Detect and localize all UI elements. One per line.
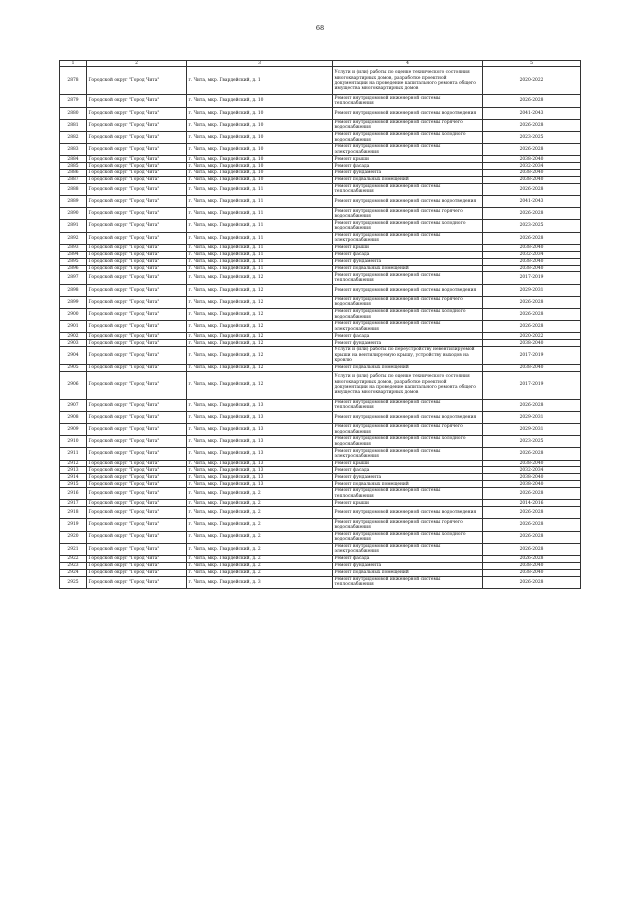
work-type-cell: Ремонт фундамента <box>333 170 483 177</box>
address-cell: г. Чита, мкр. Гвардейский, д. 11 <box>187 183 333 195</box>
municipality-cell: Городской округ "Город Чита" <box>87 340 187 347</box>
period-cell: 2020-2022 <box>483 333 581 340</box>
address-cell: г. Чита, мкр. Гвардейский, д. 12 <box>187 340 333 347</box>
address-cell: г. Чита, мкр. Гвардейский, д. 13 <box>187 474 333 481</box>
address-cell: г. Чита, мкр. Гвардейский, д. 13 <box>187 467 333 474</box>
row-number-cell: 2878 <box>60 67 87 95</box>
period-cell: 2038-2040 <box>483 170 581 177</box>
work-type-cell: Ремонт внутридомовой инженерной системы холодного водоснабжения <box>333 531 483 543</box>
table-row <box>60 371 581 399</box>
work-type-cell: Ремонт фундамента <box>333 340 483 347</box>
municipality-cell: Городской округ "Город Чита" <box>87 576 187 588</box>
row-number-cell: 2907 <box>60 399 87 411</box>
row-number-cell: 2922 <box>60 555 87 562</box>
row-number-cell: 2904 <box>60 347 87 365</box>
municipality-cell: Городской округ "Город Чита" <box>87 460 187 467</box>
period-cell: 2017-2019 <box>483 371 581 399</box>
row-number-cell: 2894 <box>60 251 87 258</box>
period-cell: 2026-2028 <box>483 308 581 320</box>
row-number-cell: 2908 <box>60 411 87 423</box>
municipality-cell: Городской округ "Город Чита" <box>87 208 187 220</box>
address-cell: г. Чита, мкр. Гвардейский, д. 2 <box>187 519 333 531</box>
table-body <box>60 61 581 589</box>
row-number-cell: 2890 <box>60 208 87 220</box>
table-row <box>60 144 581 156</box>
municipality-cell: Городской округ "Город Чита" <box>87 177 187 184</box>
table-row <box>60 208 581 220</box>
work-type-cell: Ремонт подвальных помещений <box>333 364 483 371</box>
work-type-cell: Ремонт крыши <box>333 244 483 251</box>
work-type-cell: Ремонт внутридомовой инженерной системы холодного водоснабжения <box>333 131 483 143</box>
row-number-cell: 2899 <box>60 296 87 308</box>
row-number-cell: 2892 <box>60 232 87 244</box>
address-cell: г. Чита, мкр. Гвардейский, д. 12 <box>187 321 333 333</box>
work-type-cell: Ремонт внутридомовой инженерной системы электроснабжения <box>333 321 483 333</box>
municipality-cell: Городской округ "Город Чита" <box>87 258 187 265</box>
municipality-cell: Городской округ "Город Чита" <box>87 284 187 296</box>
address-cell: г. Чита, мкр. Гвардейский, д. 12 <box>187 347 333 365</box>
municipality-cell: Городской округ "Город Чита" <box>87 272 187 284</box>
period-cell: 2029-2031 <box>483 411 581 423</box>
period-cell: 2026-2028 <box>483 448 581 460</box>
table-row <box>60 296 581 308</box>
address-cell: г. Чита, мкр. Гвардейский, д. 10 <box>187 144 333 156</box>
table-row <box>60 364 581 371</box>
table-row <box>60 448 581 460</box>
municipality-cell: Городской округ "Город Чита" <box>87 131 187 143</box>
row-number-cell: 2916 <box>60 488 87 500</box>
municipality-cell: Городской округ "Город Чита" <box>87 423 187 435</box>
row-number-cell: 2882 <box>60 131 87 143</box>
address-cell: г. Чита, мкр. Гвардейский, д. 2 <box>187 507 333 519</box>
municipality-cell: Городской округ "Город Чита" <box>87 371 187 399</box>
row-number-cell: 2884 <box>60 156 87 163</box>
row-number-cell: 2919 <box>60 519 87 531</box>
table-row <box>60 543 581 555</box>
row-number-cell: 2924 <box>60 569 87 576</box>
municipality-cell: Городской округ "Город Чита" <box>87 436 187 448</box>
row-number-cell: 2906 <box>60 371 87 399</box>
period-cell: 2026-2028 <box>483 555 581 562</box>
municipality-cell: Городской округ "Город Чита" <box>87 95 187 107</box>
work-type-cell: Ремонт внутридомовой инженерной системы теплоснабжения <box>333 399 483 411</box>
table-row <box>60 251 581 258</box>
period-cell: 2032-2034 <box>483 467 581 474</box>
table-row <box>60 95 581 107</box>
work-type-cell: Ремонт фундамента <box>333 258 483 265</box>
table-row <box>60 163 581 170</box>
address-cell: г. Чита, мкр. Гвардейский, д. 1 <box>187 67 333 95</box>
address-cell: г. Чита, мкр. Гвардейский, д. 12 <box>187 371 333 399</box>
address-cell: г. Чита, мкр. Гвардейский, д. 12 <box>187 364 333 371</box>
row-number-cell: 2895 <box>60 258 87 265</box>
table-row <box>60 232 581 244</box>
period-cell: 2038-2040 <box>483 265 581 272</box>
municipality-cell: Городской округ "Город Чита" <box>87 347 187 365</box>
work-type-cell: Ремонт крыши <box>333 156 483 163</box>
page-number: 68 <box>315 24 325 32</box>
period-cell: 2041-2043 <box>483 196 581 208</box>
address-cell: г. Чита, мкр. Гвардейский, д. 2 <box>187 543 333 555</box>
row-number-cell: 2885 <box>60 163 87 170</box>
municipality-cell: Городской округ "Город Чита" <box>87 333 187 340</box>
period-cell: 2026-2028 <box>483 399 581 411</box>
row-number-cell: 2897 <box>60 272 87 284</box>
table-row <box>60 500 581 507</box>
address-cell: г. Чита, мкр. Гвардейский, д. 11 <box>187 220 333 232</box>
period-cell: 2026-2028 <box>483 208 581 220</box>
period-cell: 2038-2040 <box>483 569 581 576</box>
work-type-cell: Ремонт фасада <box>333 333 483 340</box>
work-type-cell: Ремонт внутридомовой инженерной системы водоотведения <box>333 411 483 423</box>
row-number-cell: 2902 <box>60 333 87 340</box>
table-row <box>60 170 581 177</box>
municipality-cell: Городской округ "Город Чита" <box>87 321 187 333</box>
work-type-cell: Ремонт подвальных помещений <box>333 481 483 488</box>
row-number-cell: 2901 <box>60 321 87 333</box>
row-number-cell: 2900 <box>60 308 87 320</box>
address-cell: г. Чита, мкр. Гвардейский, д. 11 <box>187 196 333 208</box>
address-cell: г. Чита, мкр. Гвардейский, д. 10 <box>187 156 333 163</box>
address-cell: г. Чита, мкр. Гвардейский, д. 12 <box>187 284 333 296</box>
address-cell: г. Чита, мкр. Гвардейский, д. 3 <box>187 576 333 588</box>
work-type-cell: Ремонт подвальных помещений <box>333 569 483 576</box>
table-row <box>60 488 581 500</box>
period-cell: 2038-2040 <box>483 460 581 467</box>
address-cell: г. Чита, мкр. Гвардейский, д. 13 <box>187 411 333 423</box>
municipality-cell: Городской округ "Город Чита" <box>87 488 187 500</box>
period-cell: 2026-2028 <box>483 296 581 308</box>
row-number-cell: 2905 <box>60 364 87 371</box>
row-number-cell: 2893 <box>60 244 87 251</box>
municipality-cell: Городской округ "Город Чита" <box>87 196 187 208</box>
table-row <box>60 474 581 481</box>
work-type-cell: Ремонт внутридомовой инженерной системы водоотведения <box>333 507 483 519</box>
work-type-cell: Услуги и (или) работы по переустройству невентилируемой крыши на вентилируемую крышу, устройству выходов на кровлю <box>333 347 483 365</box>
address-cell: г. Чита, мкр. Гвардейский, д. 2 <box>187 488 333 500</box>
work-type-cell: Ремонт внутридомовой инженерной системы электроснабжения <box>333 232 483 244</box>
work-type-cell: Ремонт внутридомовой инженерной системы электроснабжения <box>333 543 483 555</box>
municipality-cell: Городской округ "Город Чита" <box>87 244 187 251</box>
row-number-cell: 2889 <box>60 196 87 208</box>
municipality-cell: Городской округ "Город Чита" <box>87 569 187 576</box>
address-cell: г. Чита, мкр. Гвардейский, д. 11 <box>187 232 333 244</box>
address-cell: г. Чита, мкр. Гвардейский, д. 2 <box>187 555 333 562</box>
table-row <box>60 265 581 272</box>
work-type-cell: Ремонт внутридомовой инженерной системы холодного водоснабжения <box>333 436 483 448</box>
period-cell: 2026-2028 <box>483 232 581 244</box>
work-type-cell: Ремонт фундамента <box>333 474 483 481</box>
municipality-cell: Городской округ "Город Чита" <box>87 144 187 156</box>
column-header-2: 2 <box>87 61 187 67</box>
row-number-cell: 2914 <box>60 474 87 481</box>
table-row <box>60 156 581 163</box>
municipality-cell: Городской округ "Город Чита" <box>87 411 187 423</box>
table-row <box>60 576 581 588</box>
work-type-cell: Ремонт внутридомовой инженерной системы теплоснабжения <box>333 272 483 284</box>
table-row <box>60 272 581 284</box>
municipality-cell: Городской округ "Город Чита" <box>87 265 187 272</box>
period-cell: 2038-2040 <box>483 177 581 184</box>
municipality-cell: Городской округ "Город Чита" <box>87 220 187 232</box>
period-cell: 2026-2028 <box>483 183 581 195</box>
municipality-cell: Городской округ "Город Чита" <box>87 163 187 170</box>
municipality-cell: Городской округ "Город Чита" <box>87 308 187 320</box>
table-row <box>60 244 581 251</box>
period-cell: 2038-2040 <box>483 156 581 163</box>
municipality-cell: Городской округ "Город Чита" <box>87 119 187 131</box>
address-cell: г. Чита, мкр. Гвардейский, д. 10 <box>187 131 333 143</box>
work-type-cell: Ремонт подвальных помещений <box>333 177 483 184</box>
address-cell: г. Чита, мкр. Гвардейский, д. 13 <box>187 460 333 467</box>
period-cell: 2032-2034 <box>483 163 581 170</box>
table-row <box>60 562 581 569</box>
work-type-cell: Ремонт внутридомовой инженерной системы водоотведения <box>333 196 483 208</box>
table-row <box>60 196 581 208</box>
row-number-cell: 2881 <box>60 119 87 131</box>
row-number-cell: 2913 <box>60 467 87 474</box>
table-row <box>60 519 581 531</box>
table-row <box>60 436 581 448</box>
column-header-3: 3 <box>187 61 333 67</box>
table-row <box>60 67 581 95</box>
address-cell: г. Чита, мкр. Гвардейский, д. 11 <box>187 265 333 272</box>
table-row <box>60 308 581 320</box>
address-cell: г. Чита, мкр. Гвардейский, д. 12 <box>187 272 333 284</box>
address-cell: г. Чита, мкр. Гвардейский, д. 11 <box>187 208 333 220</box>
row-number-cell: 2918 <box>60 507 87 519</box>
table-row <box>60 333 581 340</box>
address-cell: г. Чита, мкр. Гвардейский, д. 10 <box>187 95 333 107</box>
table-row <box>60 481 581 488</box>
table-row <box>60 340 581 347</box>
period-cell: 2023-2025 <box>483 436 581 448</box>
work-type-cell: Ремонт внутридомовой инженерной системы горячего водоснабжения <box>333 519 483 531</box>
table-row <box>60 321 581 333</box>
work-type-cell: Услуги и (или) работы по оценке технического состояния многоквартирных домов, разработке проектной документации на проведение капитального ремонта общего имущества многоквартирных домов <box>333 371 483 399</box>
repair-schedule-table <box>59 60 581 589</box>
work-type-cell: Ремонт крыши <box>333 460 483 467</box>
period-cell: 2038-2040 <box>483 258 581 265</box>
table-row <box>60 507 581 519</box>
work-type-cell: Ремонт внутридомовой инженерной системы горячего водоснабжения <box>333 296 483 308</box>
period-cell: 2026-2028 <box>483 95 581 107</box>
work-type-cell: Ремонт внутридомовой инженерной системы горячего водоснабжения <box>333 119 483 131</box>
table-row <box>60 555 581 562</box>
address-cell: г. Чита, мкр. Гвардейский, д. 11 <box>187 258 333 265</box>
address-cell: г. Чита, мкр. Гвардейский, д. 2 <box>187 500 333 507</box>
municipality-cell: Городской округ "Город Чита" <box>87 448 187 460</box>
row-number-cell: 2883 <box>60 144 87 156</box>
period-cell: 2029-2031 <box>483 423 581 435</box>
period-cell: 2020-2022 <box>483 67 581 95</box>
address-cell: г. Чита, мкр. Гвардейский, д. 10 <box>187 177 333 184</box>
table-row <box>60 131 581 143</box>
municipality-cell: Городской округ "Город Чита" <box>87 519 187 531</box>
municipality-cell: Городской округ "Город Чита" <box>87 296 187 308</box>
period-cell: 2026-2028 <box>483 144 581 156</box>
municipality-cell: Городской округ "Город Чита" <box>87 531 187 543</box>
row-number-cell: 2879 <box>60 95 87 107</box>
address-cell: г. Чита, мкр. Гвардейский, д. 13 <box>187 423 333 435</box>
address-cell: г. Чита, мкр. Гвардейский, д. 10 <box>187 170 333 177</box>
period-cell: 2026-2028 <box>483 488 581 500</box>
row-number-cell: 2921 <box>60 543 87 555</box>
work-type-cell: Ремонт внутридомовой инженерной системы горячего водоснабжения <box>333 208 483 220</box>
work-type-cell: Услуги и (или) работы по оценке технического состояния многоквартирных домов, разработке проектной документации на проведение капитального ремонта общего имущества многоквартирных домов <box>333 67 483 95</box>
address-cell: г. Чита, мкр. Гвардейский, д. 11 <box>187 251 333 258</box>
period-cell: 2023-2025 <box>483 131 581 143</box>
municipality-cell: Городской округ "Город Чита" <box>87 467 187 474</box>
municipality-cell: Городской округ "Город Чита" <box>87 555 187 562</box>
row-number-cell: 2903 <box>60 340 87 347</box>
address-cell: г. Чита, мкр. Гвардейский, д. 10 <box>187 163 333 170</box>
work-type-cell: Ремонт внутридомовой инженерной системы холодного водоснабжения <box>333 220 483 232</box>
municipality-cell: Городской округ "Город Чита" <box>87 183 187 195</box>
row-number-cell: 2896 <box>60 265 87 272</box>
period-cell: 2029-2031 <box>483 284 581 296</box>
work-type-cell: Ремонт внутридомовой инженерной системы электроснабжения <box>333 448 483 460</box>
table-row <box>60 220 581 232</box>
column-header-4: 4 <box>333 61 483 67</box>
row-number-cell: 2898 <box>60 284 87 296</box>
period-cell: 2038-2040 <box>483 562 581 569</box>
municipality-cell: Городской округ "Город Чита" <box>87 474 187 481</box>
row-number-cell: 2912 <box>60 460 87 467</box>
address-cell: г. Чита, мкр. Гвардейский, д. 11 <box>187 244 333 251</box>
column-header-5: 5 <box>483 61 581 67</box>
period-cell: 2026-2028 <box>483 519 581 531</box>
row-number-cell: 2923 <box>60 562 87 569</box>
address-cell: г. Чита, мкр. Гвардейский, д. 2 <box>187 569 333 576</box>
period-cell: 2026-2028 <box>483 531 581 543</box>
municipality-cell: Городской округ "Город Чита" <box>87 543 187 555</box>
period-cell: 2017-2019 <box>483 347 581 365</box>
work-type-cell: Ремонт внутридомовой инженерной системы теплоснабжения <box>333 576 483 588</box>
work-type-cell: Ремонт фасада <box>333 163 483 170</box>
table-row <box>60 399 581 411</box>
table-row <box>60 423 581 435</box>
row-number-cell: 2909 <box>60 423 87 435</box>
period-cell: 2038-2040 <box>483 340 581 347</box>
period-cell: 2038-2040 <box>483 474 581 481</box>
address-cell: г. Чита, мкр. Гвардейский, д. 13 <box>187 448 333 460</box>
table-row <box>60 460 581 467</box>
period-cell: 2041-2043 <box>483 107 581 119</box>
municipality-cell: Городской округ "Город Чита" <box>87 562 187 569</box>
table-row <box>60 177 581 184</box>
address-cell: г. Чита, мкр. Гвардейский, д. 13 <box>187 481 333 488</box>
address-cell: г. Чита, мкр. Гвардейский, д. 10 <box>187 107 333 119</box>
work-type-cell: Ремонт внутридомовой инженерной системы водоотведения <box>333 107 483 119</box>
address-cell: г. Чита, мкр. Гвардейский, д. 10 <box>187 119 333 131</box>
table-row <box>60 411 581 423</box>
row-number-cell: 2920 <box>60 531 87 543</box>
municipality-cell: Городской округ "Город Чита" <box>87 156 187 163</box>
period-cell: 2026-2028 <box>483 576 581 588</box>
municipality-cell: Городской округ "Город Чита" <box>87 364 187 371</box>
work-type-cell: Ремонт крыши <box>333 500 483 507</box>
row-number-cell: 2891 <box>60 220 87 232</box>
work-type-cell: Ремонт внутридомовой инженерной системы холодного водоснабжения <box>333 308 483 320</box>
row-number-cell: 2917 <box>60 500 87 507</box>
table-row <box>60 569 581 576</box>
work-type-cell: Ремонт внутридомовой инженерной системы теплоснабжения <box>333 488 483 500</box>
table-row <box>60 258 581 265</box>
table-row <box>60 347 581 365</box>
work-type-cell: Ремонт фасада <box>333 251 483 258</box>
municipality-cell: Городской округ "Город Чита" <box>87 251 187 258</box>
period-cell: 2038-2040 <box>483 244 581 251</box>
row-number-cell: 2910 <box>60 436 87 448</box>
period-cell: 2014-2016 <box>483 500 581 507</box>
row-number-cell: 2880 <box>60 107 87 119</box>
table-row <box>60 119 581 131</box>
table-row <box>60 467 581 474</box>
municipality-cell: Городской округ "Город Чита" <box>87 67 187 95</box>
row-number-cell: 2888 <box>60 183 87 195</box>
work-type-cell: Ремонт внутридомовой инженерной системы электроснабжения <box>333 144 483 156</box>
table-row <box>60 183 581 195</box>
row-number-cell: 2915 <box>60 481 87 488</box>
row-number-cell: 2887 <box>60 177 87 184</box>
address-cell: г. Чита, мкр. Гвардейский, д. 12 <box>187 308 333 320</box>
municipality-cell: Городской округ "Город Чита" <box>87 399 187 411</box>
work-type-cell: Ремонт внутридомовой инженерной системы водоотведения <box>333 284 483 296</box>
municipality-cell: Городской округ "Город Чита" <box>87 170 187 177</box>
row-number-cell: 2925 <box>60 576 87 588</box>
municipality-cell: Городской округ "Город Чита" <box>87 481 187 488</box>
address-cell: г. Чита, мкр. Гвардейский, д. 12 <box>187 333 333 340</box>
period-cell: 2023-2025 <box>483 220 581 232</box>
work-type-cell: Ремонт фасада <box>333 555 483 562</box>
period-cell: 2017-2019 <box>483 272 581 284</box>
table-row <box>60 284 581 296</box>
period-cell: 2026-2028 <box>483 321 581 333</box>
period-cell: 2038-2040 <box>483 364 581 371</box>
municipality-cell: Городской округ "Город Чита" <box>87 507 187 519</box>
work-type-cell: Ремонт подвальных помещений <box>333 265 483 272</box>
column-header-1: 1 <box>60 61 87 67</box>
row-number-cell: 2911 <box>60 448 87 460</box>
work-type-cell: Ремонт фундамента <box>333 562 483 569</box>
table-row <box>60 531 581 543</box>
work-type-cell: Ремонт фасада <box>333 467 483 474</box>
address-cell: г. Чита, мкр. Гвардейский, д. 2 <box>187 531 333 543</box>
address-cell: г. Чита, мкр. Гвардейский, д. 13 <box>187 399 333 411</box>
table-row <box>60 107 581 119</box>
period-cell: 2032-2034 <box>483 251 581 258</box>
address-cell: г. Чита, мкр. Гвардейский, д. 13 <box>187 436 333 448</box>
period-cell: 2026-2028 <box>483 119 581 131</box>
period-cell: 2026-2028 <box>483 543 581 555</box>
address-cell: г. Чита, мкр. Гвардейский, д. 2 <box>187 562 333 569</box>
period-cell: 2026-2028 <box>483 507 581 519</box>
work-type-cell: Ремонт внутридомовой инженерной системы горячего водоснабжения <box>333 423 483 435</box>
municipality-cell: Городской округ "Город Чита" <box>87 107 187 119</box>
work-type-cell: Ремонт внутридомовой инженерной системы теплоснабжения <box>333 183 483 195</box>
municipality-cell: Городской округ "Город Чита" <box>87 232 187 244</box>
row-number-cell: 2886 <box>60 170 87 177</box>
period-cell: 2038-2040 <box>483 481 581 488</box>
municipality-cell: Городской округ "Город Чита" <box>87 500 187 507</box>
work-type-cell: Ремонт внутридомовой инженерной системы теплоснабжения <box>333 95 483 107</box>
address-cell: г. Чита, мкр. Гвардейский, д. 12 <box>187 296 333 308</box>
